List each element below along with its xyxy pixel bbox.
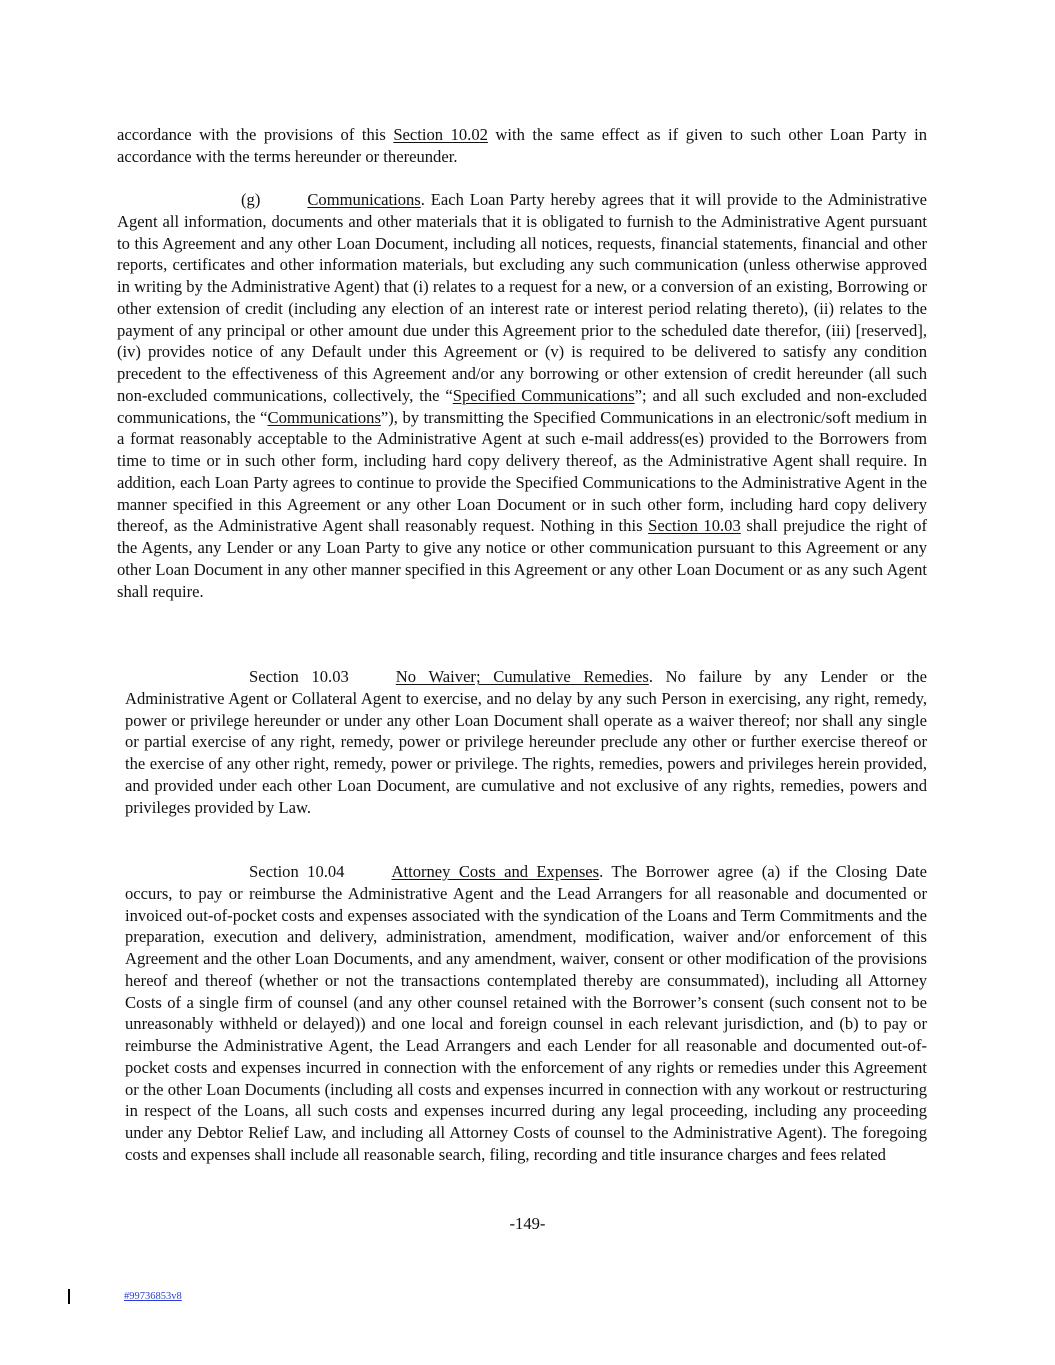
section-number: Section 10.03 — [249, 667, 349, 686]
paragraph-communications — [117, 189, 927, 602]
text-run: shall prejudice the right of the Agents, any Lender or any Loan Party to give any notice or other communication pursuant to this Agreement or any other Loan Document in any other manner specified in this Agreement or any other Loan Document or as any such Agent shall require. — [117, 516, 928, 601]
document-id-link[interactable]: #99736853v8 — [124, 1291, 182, 1302]
section-heading: Attorney Costs and Expenses — [391, 862, 600, 881]
section-number: Section 10.04 — [249, 862, 345, 881]
text-run: . Each Loan Party hereby agrees that it will provide to the Administrative Agent all information, documents and other materials that it is obligated to furnish to the Administrative Agent pursuant to this Agreement and any other Loan Document, including all notices, requests, financial statements, financial and other reports, certificates and other information materials, but excluding any such communication (unless otherwise approved in writing by the Administrative Agent) that (i) relates to a request for a new, or a conversion of an existing, Borrowing or other extension of credit (including any election of an interest rate or interest period relating thereto), (ii) relates to the payment of any principal or other amount due under this Agreement prior to the scheduled date therefor, (iii) [reserved], (iv) provides notice of any Default under this Agreement or (v) is required to be delivered to satisfy any condition precedent to the effectiveness of this Agreement and/or any borrowing or other extension of credit hereunder (all such non-excluded communications, collectively, the “ — [117, 190, 927, 405]
text-run: ”), by transmitting the Specified Communications in an electronic/soft medium in a format reasonably acceptable to the Administrative Agent at such e-mail address(es) provided to the Borrowers from time to time or in such other form, including hard copy delivery thereof, as the Administrative Agent shall require. In addition, each Loan Party agrees to continue to provide the Specified Communications to the Administrative Agent in the manner specified in this Agreement or any other Loan Document or in such other form, including hard copy delivery thereof, as the Administrative Agent shall reasonably request. Nothing in this — [117, 407, 927, 536]
text-run: with the same effect as if given to such other Loan Party in accordance with the terms hereunder or thereunder. — [117, 125, 927, 166]
page-number: -149- — [509, 1214, 546, 1233]
clause-heading: Communications — [307, 190, 421, 209]
section-reference-link: Section 10.03 — [648, 516, 741, 536]
defined-term: Specified Communications — [452, 385, 635, 405]
text-run: ”; and all such excluded and non-excluded communications, the “ — [117, 385, 927, 427]
text-run: . No failure by any Lender or the Administrative Agent or Collateral Agent to exercise, and no delay by any such Person in exercising, any right, remedy, power or privilege hereunder or under any other Loan Document shall operate as a waiver thereof; nor shall any single or partial exercise of any right, remedy, power or privilege hereunder preclude any other or further exercise thereof or the exercise of any other right, remedy, power or privilege. The rights, remedies, powers and privileges herein provided, and provided under each other Loan Document, are cumulative and not exclusive of any rights, remedies, powers and privileges provided by Law. — [125, 667, 927, 817]
text-run: accordance with the provisions of this — [117, 125, 394, 144]
paragraph-continuation — [117, 124, 927, 168]
defined-term: Communications — [267, 407, 381, 427]
paragraph-section-10-04 — [125, 861, 927, 1166]
text-run: . The Borrower agree (a) if the Closing Date occurs, to pay or reimburse the Administrative Agent and the Lead Arrangers for all reasonable and documented or invoiced out-of-pocket costs and expenses associated with the syndication of the Loans and Term Commitments and the preparation, execution and delivery, administration, amendment, modification, waiver and/or enforcement of this Agreement and the other Loan Documents, and any amendment, waiver, consent or other modification of the provisions hereof and thereof (whether or not the transactions contemplated thereby are consummated), including all Attorney Costs of a single firm of counsel (and any other counsel retained with the Borrower’s consent (such consent not to be unreasonably withheld or delayed)) and one local and foreign counsel in each relevant jurisdiction, and (b) to pay or reimburse the Administrative Agent, the Lead Arrangers and each Lender for all reasonable and documented out-of-pocket costs and expenses incurred in connection with the enforcement of any rights or remedies under this Agreement or the other Loan Documents (including all costs and expenses incurred in connection with any workout or restructuring in respect of the Loans, all such costs and expenses incurred during any legal proceeding, including any proceeding under any Debtor Relief Law, and including all Attorney Costs of counsel to the Administrative Agent). The foregoing costs and expenses shall include all reasonable search, filing, recording and title insurance charges and fees related — [125, 862, 927, 1164]
paragraph-section-10-03 — [125, 666, 927, 818]
clause-label: (g) — [241, 190, 261, 209]
change-bar — [68, 1289, 70, 1304]
section-reference-link: Section 10.02 — [393, 125, 488, 144]
section-heading: No Waiver; Cumulative Remedies — [395, 667, 649, 686]
